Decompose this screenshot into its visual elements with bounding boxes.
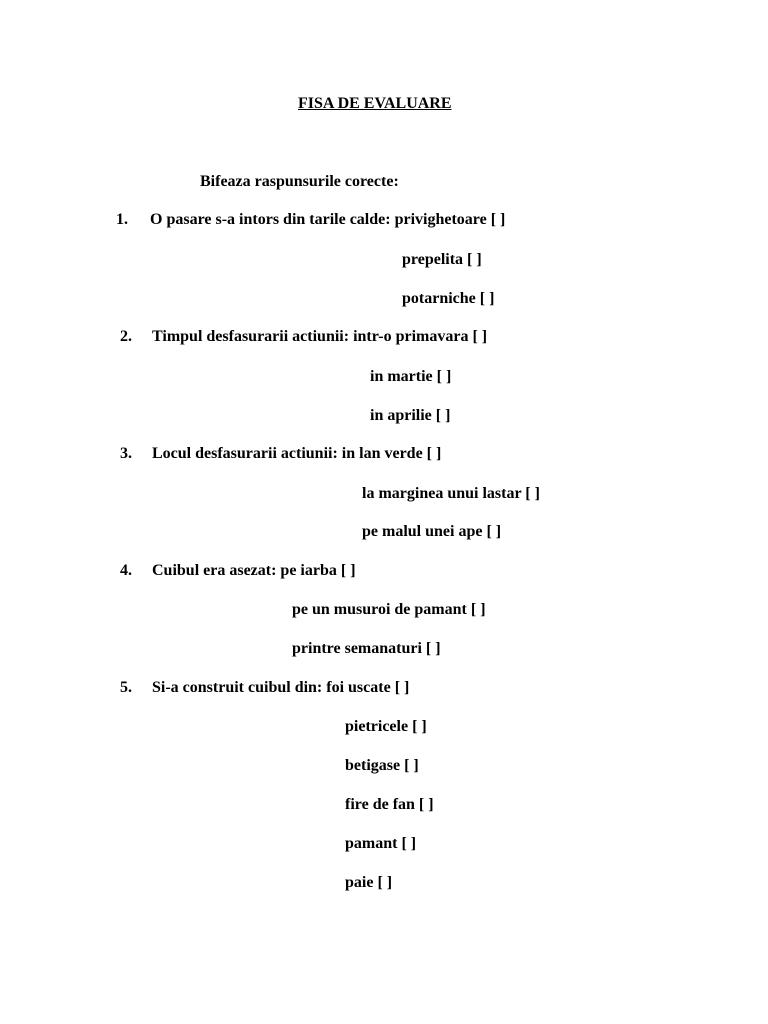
question-4-option-3: printre semanaturi [ ] — [292, 640, 441, 657]
question-5-option-4: fire de fan [ ] — [345, 796, 434, 813]
question-1-option-2: prepelita [ ] — [402, 251, 482, 268]
question-5-option-2: pietricele [ ] — [345, 718, 427, 735]
question-2-option-3: in aprilie [ ] — [370, 407, 451, 424]
question-1-option-3: potarniche [ ] — [402, 290, 495, 307]
question-2-line-1: Timpul desfasurarii actiunii: intr-o primavara [ ] — [152, 328, 488, 345]
instruction-text: Bifeaza raspunsurile corecte: — [200, 173, 399, 190]
question-1-line-1: O pasare s-a intors din tarile calde: privighetoare [ ] — [150, 211, 506, 228]
question-3-number: 3. — [120, 445, 132, 462]
page-title: FISA DE EVALUARE — [298, 95, 452, 112]
question-5-option-6: paie [ ] — [345, 874, 393, 891]
question-3-option-2: la marginea unui lastar [ ] — [362, 485, 540, 502]
question-1-number: 1. — [116, 211, 128, 228]
question-4-number: 4. — [120, 562, 132, 579]
question-4-option-2: pe un musuroi de pamant [ ] — [292, 601, 486, 618]
question-2-number: 2. — [120, 328, 132, 345]
question-2-option-2: in martie [ ] — [370, 368, 452, 385]
question-5-line-1: Si-a construit cuibul din: foi uscate [ ] — [152, 679, 410, 696]
question-3-option-3: pe malul unei ape [ ] — [362, 523, 502, 540]
question-3-line-1: Locul desfasurarii actiunii: in lan verde [ ] — [152, 445, 442, 462]
question-5-option-5: pamant [ ] — [345, 835, 417, 852]
question-5-number: 5. — [120, 679, 132, 696]
question-4-line-1: Cuibul era asezat: pe iarba [ ] — [152, 562, 356, 579]
question-5-option-3: betigase [ ] — [345, 757, 419, 774]
